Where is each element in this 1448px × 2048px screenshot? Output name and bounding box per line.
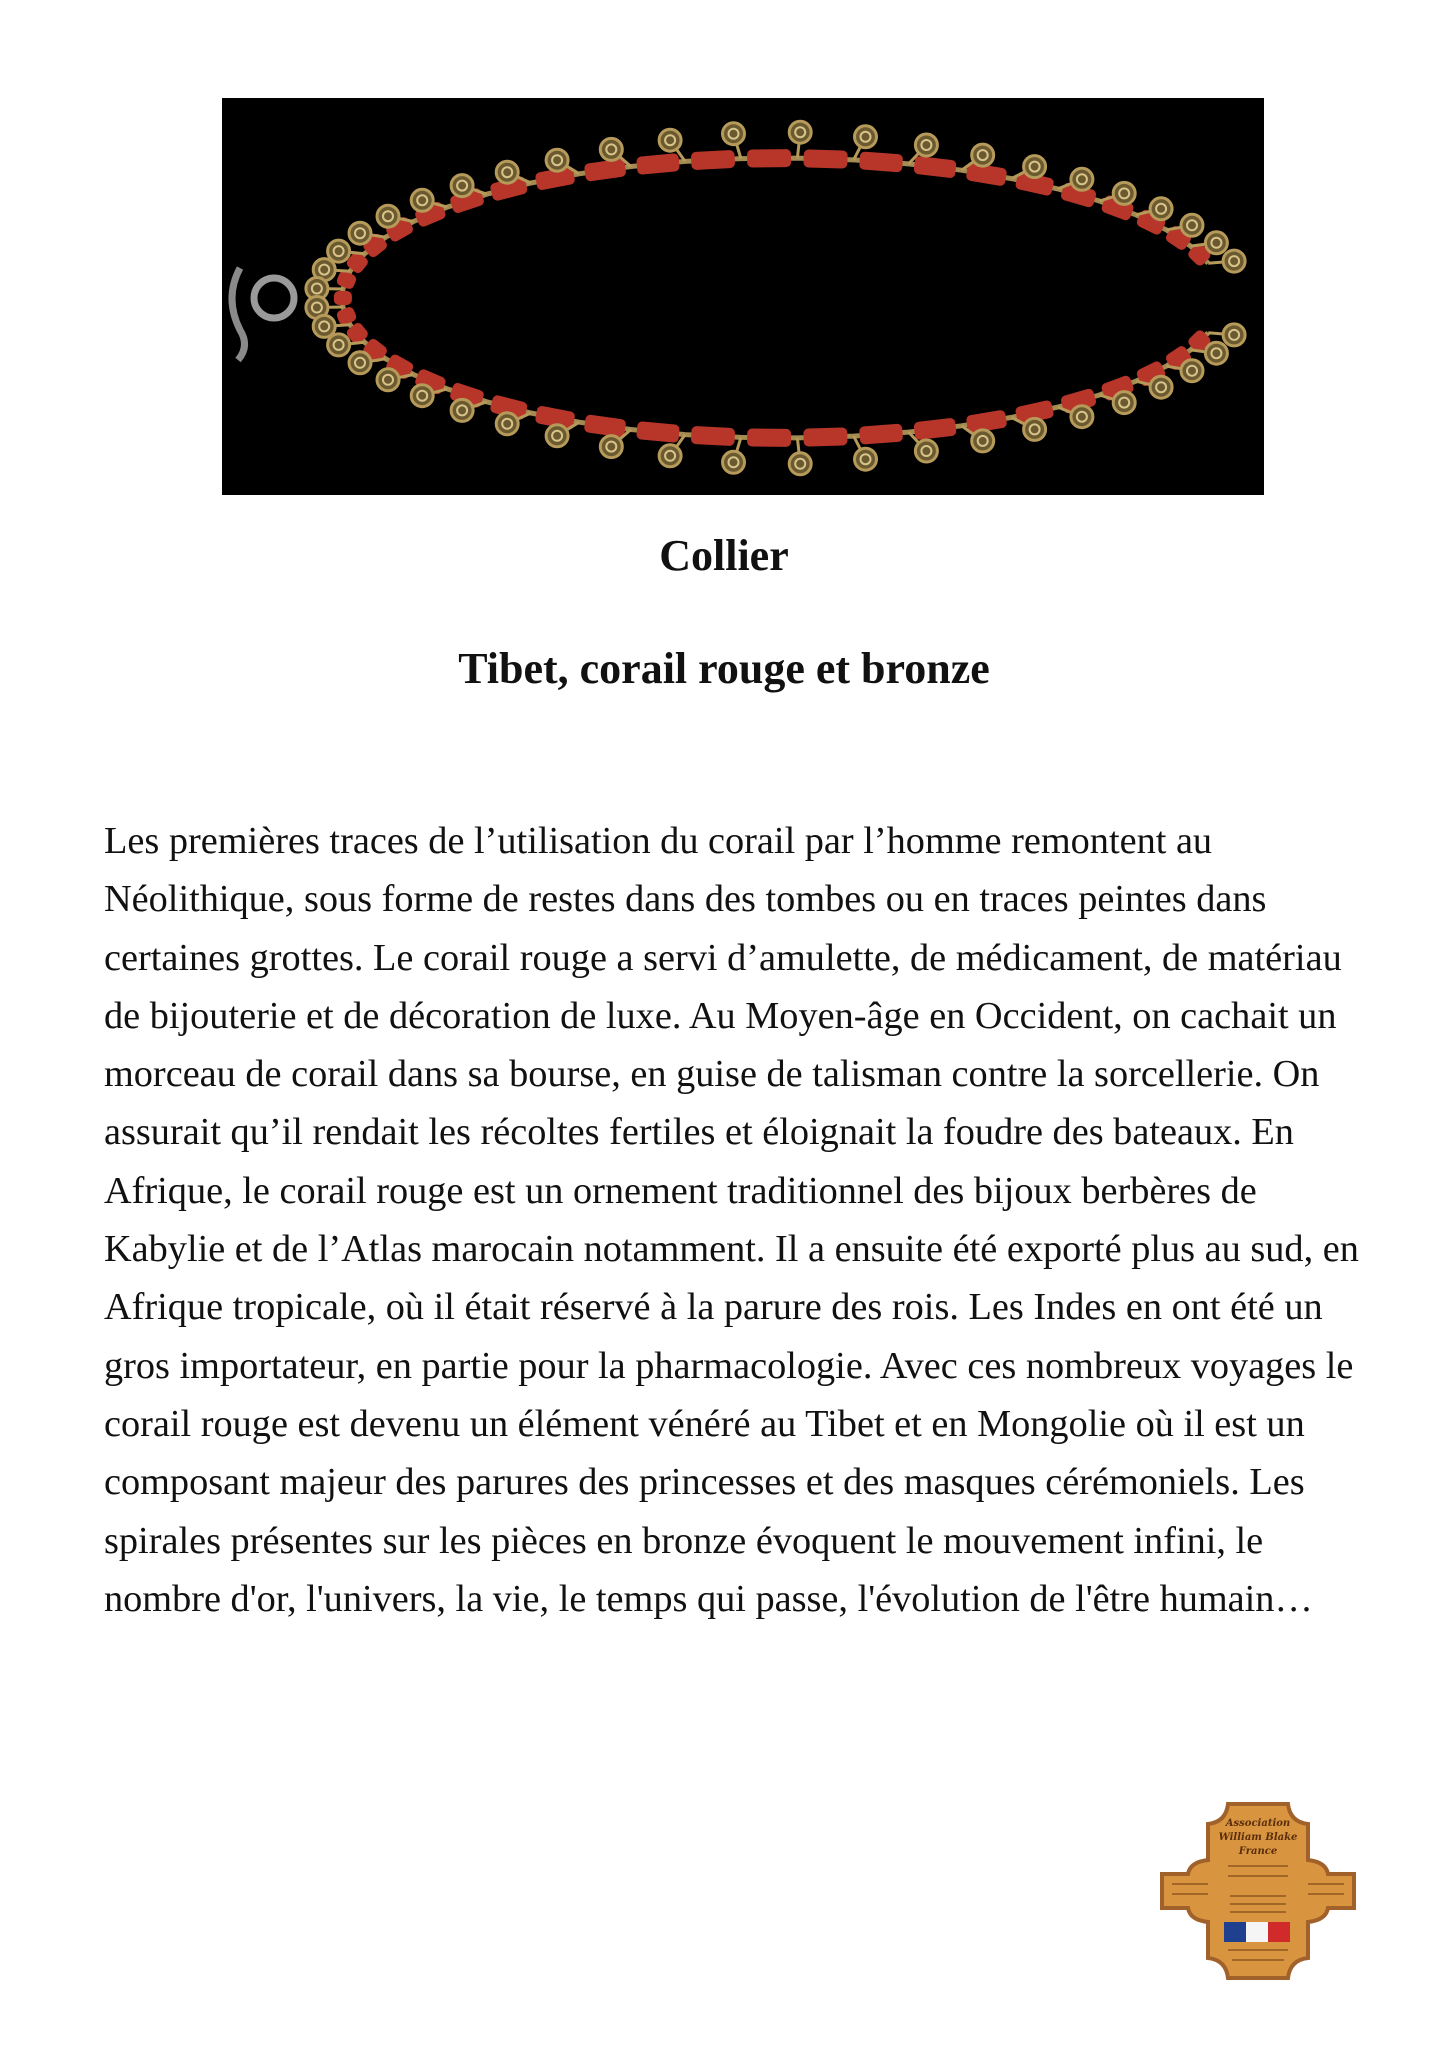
republique-francaise-flag xyxy=(1224,1922,1290,1942)
association-stamp xyxy=(1158,1800,1358,1982)
svg-text:France: France xyxy=(1238,1846,1278,1857)
svg-text:Association: Association xyxy=(1225,1818,1291,1829)
page-title: Collier xyxy=(659,531,789,580)
stamp-cross-shape xyxy=(1162,1804,1354,1978)
necklace-photo xyxy=(222,98,1264,495)
svg-text:William Blake: William Blake xyxy=(1218,1832,1298,1843)
stamp-logo xyxy=(1158,1800,1358,1982)
description-text: Les premières traces de l’utilisation du corail par l’homme remontent au Néolithique, sous forme de restes dans des tombes ou en traces peintes dans certaines grottes. Le corail rouge a servi d’amulette, de médicament, de matériau de bijouterie et de décoration de luxe. Au Moyen-âge en Occident, on cachait un morceau de corail dans sa bourse, en guise de talisman contre la sorcellerie. On assurait qu’il rendait les récoltes fertiles et éloignait la foudre des bateaux. En Afrique, le corail rouge est un ornement traditionnel des bijoux berbères de Kabylie et de l’Atlas marocain notamment. Il a ensuite été exporté plus au sud, en Afrique tropicale, où il était réservé à la parure des rois. Les Indes en ont été un gros importateur, en partie pour la pharmacologie. Avec ces nombreux voyages le corail rouge est devenu un élément vénéré au Tibet et en Mongolie où il est un composant majeur des parures des princesses et des masques cérémoniels. Les spirales présentes sur les pièces en bronze évoquent le mouvement infini, le nombre d'or, l'univers, la vie, le temps qui passe, l'évolution de l'être humain… xyxy=(104,820,1359,1620)
necklace-illustration xyxy=(222,98,1264,495)
page-subtitle: Tibet, corail rouge et bronze xyxy=(458,644,990,693)
